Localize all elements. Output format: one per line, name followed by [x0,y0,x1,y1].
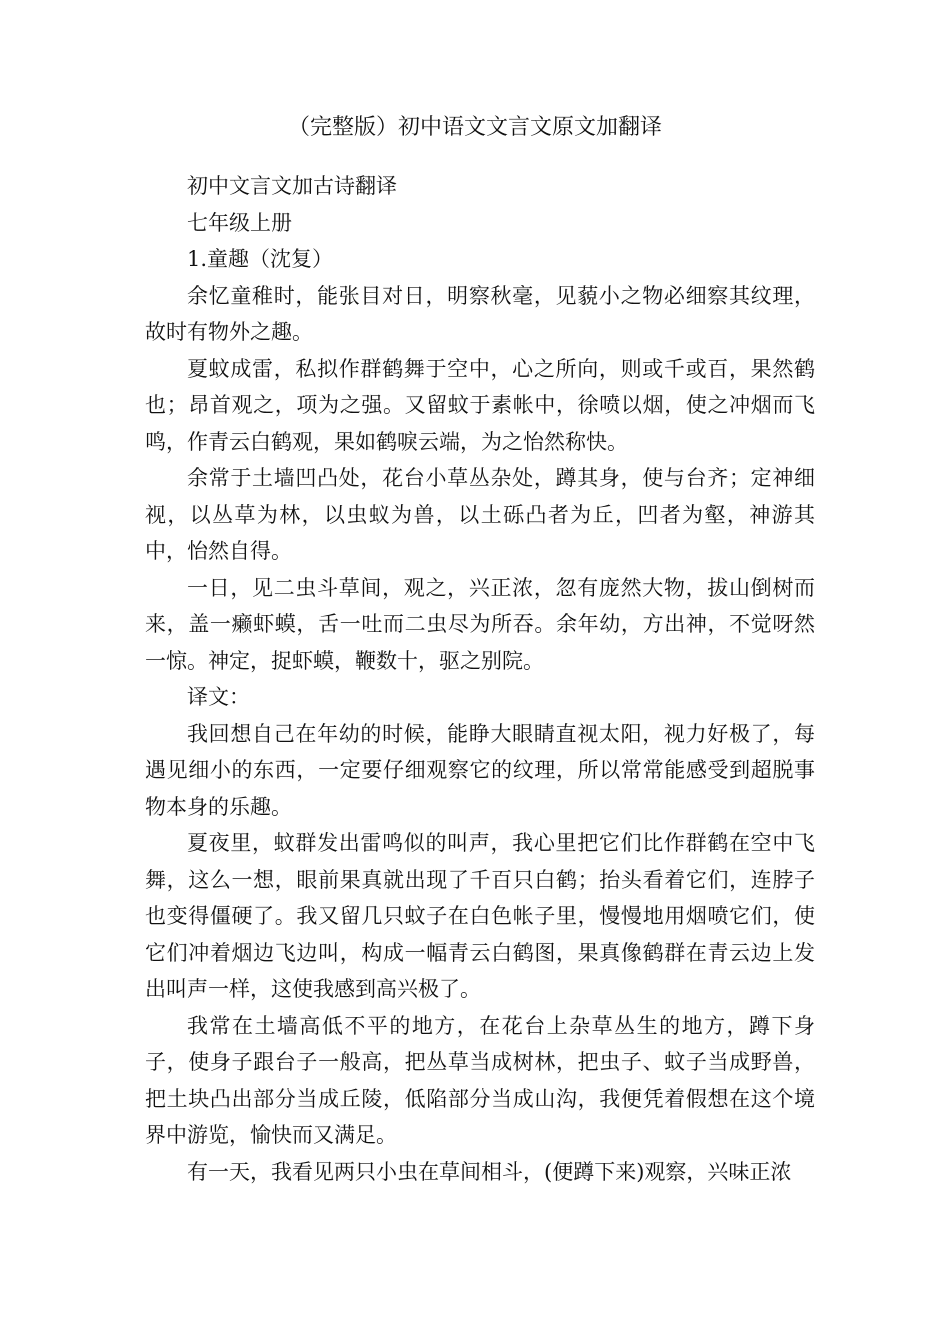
paragraph: 1.童趣（沈复） [187,247,334,271]
document-body [145,168,815,1190]
document-title: （完整版）初中语文文言文原文加翻译 [287,115,662,140]
paragraph: 译文： [187,685,250,709]
paragraph: 夏夜里，蚊群发出雷鸣似的叫声，我心里把它们比作群鹤在空中飞舞，这么一想，眼前果真就出现了千百只白鹤；抬头看着它们，连脖子也变得僵硬了。我又留几只蚊子在白色帐子里，慢慢地用烟喷它们，使它们冲着烟边飞边叫，构成一幅青云白鹤图，果真像鹤群在青云边上发出叫声一样，这使我感到高兴极了。 [145,831,815,1001]
paragraph: 有一天，我看见两只小虫在草间相斗，(便蹲下来)观察，兴味正浓 [187,1159,792,1184]
paragraph: 初中文言文加古诗翻译 [187,174,397,198]
paragraph: 我回想自己在年幼的时候，能睁大眼睛直视太阳，视力好极了，每遇见细小的东西，一定要仔细观察它的纹理，所以常常能感受到超脱事物本身的乐趣。 [145,721,815,819]
paragraph: 余常于土墙凹凸处，花台小草丛杂处，蹲其身，使与台齐；定神细视，以丛草为林，以虫蚁为兽，以土砾凸者为丘，凹者为壑，神游其中，怡然自得。 [145,466,815,563]
paragraph: 七年级上册 [187,210,292,235]
paragraph: 一日，见二虫斗草间，观之，兴正浓，忽有庞然大物，拔山倒树而来，盖一癞虾蟆，舌一吐而二虫尽为所吞。余年幼，方出神，不觉呀然一惊。神定，捉虾蟆，鞭数十，驱之别院。 [145,575,815,673]
paragraph: 我常在土墙高低不平的地方，在花台上杂草丛生的地方，蹲下身子，使身子跟台子一般高，把丛草当成树林，把虫子、蚊子当成野兽，把土块凸出部分当成丘陵，低陷部分当成山沟，我便凭着假想在这个境界中游览，愉快而又满足。 [145,1013,815,1147]
paragraph: 夏蚊成雷，私拟作群鹤舞于空中，心之所向，则或千或百，果然鹤也；昂首观之，项为之强。又留蚊于素帐中，徐喷以烟，使之冲烟而飞鸣，作青云白鹤观，果如鹤唳云端，为之怡然称快。 [145,356,815,454]
paragraph: 余忆童稚时，能张目对日，明察秋毫，见藐小之物必细察其纹理，故时有物外之趣。 [145,283,815,344]
